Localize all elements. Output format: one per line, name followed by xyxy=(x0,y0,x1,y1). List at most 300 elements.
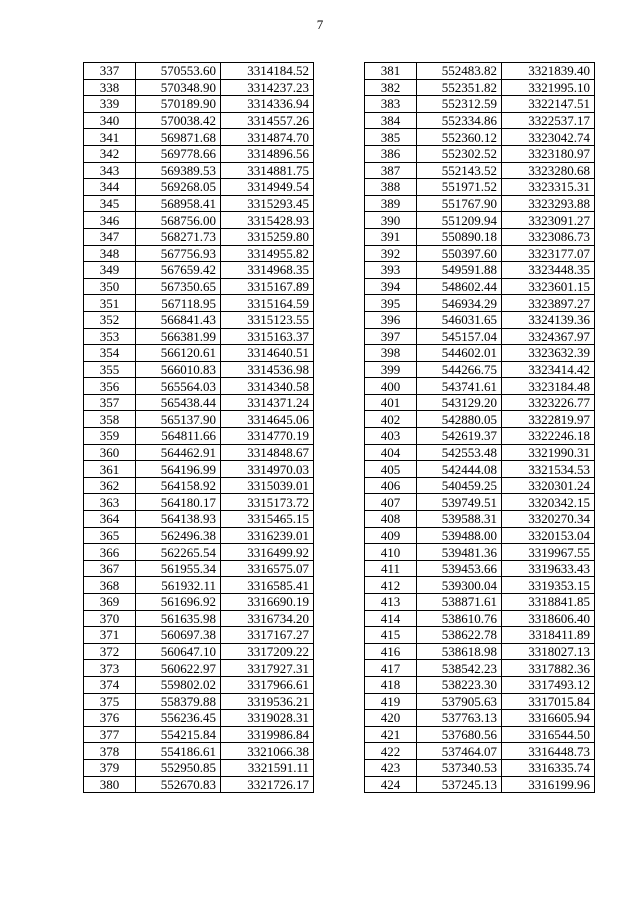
x-coordinate-cell: 570189.90 xyxy=(136,96,221,113)
table-row xyxy=(365,295,595,312)
page-number: 7 xyxy=(316,17,324,32)
y-coordinate-cell: 3314970.03 xyxy=(221,461,314,478)
x-coordinate-cell: 561635.98 xyxy=(136,610,221,627)
y-coordinate-cell: 3317927.31 xyxy=(221,660,314,677)
point-number-cell: 367 xyxy=(84,560,136,577)
table-row xyxy=(84,145,314,162)
table-row xyxy=(365,179,595,196)
y-coordinate-cell: 3320301.24 xyxy=(502,477,595,494)
point-number-cell: 405 xyxy=(365,461,417,478)
y-coordinate-cell: 3321995.10 xyxy=(502,79,595,96)
point-number-cell: 388 xyxy=(365,179,417,196)
x-coordinate-cell: 537680.56 xyxy=(417,726,502,743)
x-coordinate-cell: 550397.60 xyxy=(417,245,502,262)
y-coordinate-cell: 3323632.39 xyxy=(502,345,595,362)
point-number-cell: 343 xyxy=(84,162,136,179)
y-coordinate-cell: 3314881.75 xyxy=(221,162,314,179)
point-number-cell: 386 xyxy=(365,145,417,162)
y-coordinate-cell: 3319028.31 xyxy=(221,710,314,727)
point-number-cell: 351 xyxy=(84,295,136,312)
table-row xyxy=(365,660,595,677)
table-row xyxy=(365,278,595,295)
point-number-cell: 337 xyxy=(84,63,136,80)
x-coordinate-cell: 549591.88 xyxy=(417,262,502,279)
y-coordinate-cell: 3315465.15 xyxy=(221,511,314,528)
y-coordinate-cell: 3314336.94 xyxy=(221,96,314,113)
point-number-cell: 394 xyxy=(365,278,417,295)
x-coordinate-cell: 558379.88 xyxy=(136,693,221,710)
table-row xyxy=(365,693,595,710)
x-coordinate-cell: 538223.30 xyxy=(417,676,502,693)
x-coordinate-cell: 544602.01 xyxy=(417,345,502,362)
point-number-cell: 352 xyxy=(84,311,136,328)
point-number-cell: 412 xyxy=(365,577,417,594)
point-number-cell: 354 xyxy=(84,345,136,362)
point-number-cell: 342 xyxy=(84,145,136,162)
y-coordinate-cell: 3320153.04 xyxy=(502,527,595,544)
y-coordinate-cell: 3315293.45 xyxy=(221,195,314,212)
table-row xyxy=(365,162,595,179)
x-coordinate-cell: 552360.12 xyxy=(417,129,502,146)
table-row xyxy=(365,610,595,627)
x-coordinate-cell: 543129.20 xyxy=(417,394,502,411)
x-coordinate-cell: 538622.78 xyxy=(417,627,502,644)
x-coordinate-cell: 569389.53 xyxy=(136,162,221,179)
table-row xyxy=(365,776,595,793)
point-number-cell: 402 xyxy=(365,411,417,428)
x-coordinate-cell: 552302.52 xyxy=(417,145,502,162)
y-coordinate-cell: 3314184.52 xyxy=(221,63,314,80)
x-coordinate-cell: 539481.36 xyxy=(417,544,502,561)
x-coordinate-cell: 544266.75 xyxy=(417,361,502,378)
point-number-cell: 385 xyxy=(365,129,417,146)
x-coordinate-cell: 539488.00 xyxy=(417,527,502,544)
x-coordinate-cell: 543741.61 xyxy=(417,378,502,395)
y-coordinate-cell: 3318841.85 xyxy=(502,594,595,611)
point-number-cell: 374 xyxy=(84,676,136,693)
point-number-cell: 395 xyxy=(365,295,417,312)
x-coordinate-cell: 546031.65 xyxy=(417,311,502,328)
point-number-cell: 384 xyxy=(365,112,417,129)
x-coordinate-cell: 569871.68 xyxy=(136,129,221,146)
y-coordinate-cell: 3323086.73 xyxy=(502,228,595,245)
table-row xyxy=(84,726,314,743)
x-coordinate-cell: 546934.29 xyxy=(417,295,502,312)
x-coordinate-cell: 537340.53 xyxy=(417,759,502,776)
point-number-cell: 414 xyxy=(365,610,417,627)
y-coordinate-cell: 3316239.01 xyxy=(221,527,314,544)
x-coordinate-cell: 560622.97 xyxy=(136,660,221,677)
table-row xyxy=(84,96,314,113)
x-coordinate-cell: 568958.41 xyxy=(136,195,221,212)
x-coordinate-cell: 542444.08 xyxy=(417,461,502,478)
point-number-cell: 363 xyxy=(84,494,136,511)
table-row xyxy=(365,129,595,146)
point-number-cell: 356 xyxy=(84,378,136,395)
x-coordinate-cell: 539749.51 xyxy=(417,494,502,511)
point-number-cell: 381 xyxy=(365,63,417,80)
y-coordinate-cell: 3323293.88 xyxy=(502,195,595,212)
table-row xyxy=(84,295,314,312)
y-coordinate-cell: 3323226.77 xyxy=(502,394,595,411)
table-row xyxy=(84,759,314,776)
point-number-cell: 361 xyxy=(84,461,136,478)
point-number-cell: 393 xyxy=(365,262,417,279)
y-coordinate-cell: 3318411.89 xyxy=(502,627,595,644)
y-coordinate-cell: 3323280.68 xyxy=(502,162,595,179)
x-coordinate-cell: 556236.45 xyxy=(136,710,221,727)
table-row xyxy=(365,96,595,113)
y-coordinate-cell: 3317209.22 xyxy=(221,643,314,660)
y-coordinate-cell: 3316448.73 xyxy=(502,743,595,760)
table-row xyxy=(84,627,314,644)
x-coordinate-cell: 551209.94 xyxy=(417,212,502,229)
point-number-cell: 396 xyxy=(365,311,417,328)
table-row xyxy=(365,511,595,528)
point-number-cell: 373 xyxy=(84,660,136,677)
table-row xyxy=(84,477,314,494)
point-number-cell: 409 xyxy=(365,527,417,544)
point-number-cell: 415 xyxy=(365,627,417,644)
y-coordinate-cell: 3314645.06 xyxy=(221,411,314,428)
y-coordinate-cell: 3319633.43 xyxy=(502,560,595,577)
y-coordinate-cell: 3323601.15 xyxy=(502,278,595,295)
point-number-cell: 380 xyxy=(84,776,136,793)
x-coordinate-cell: 565438.44 xyxy=(136,394,221,411)
table-row xyxy=(84,776,314,793)
x-coordinate-cell: 561955.34 xyxy=(136,560,221,577)
point-number-cell: 360 xyxy=(84,444,136,461)
x-coordinate-cell: 562265.54 xyxy=(136,544,221,561)
y-coordinate-cell: 3323180.97 xyxy=(502,145,595,162)
table-row xyxy=(84,63,314,80)
y-coordinate-cell: 3317015.84 xyxy=(502,693,595,710)
y-coordinate-cell: 3314874.70 xyxy=(221,129,314,146)
point-number-cell: 357 xyxy=(84,394,136,411)
y-coordinate-cell: 3315039.01 xyxy=(221,477,314,494)
table-row xyxy=(365,726,595,743)
x-coordinate-cell: 538542.23 xyxy=(417,660,502,677)
x-coordinate-cell: 567350.65 xyxy=(136,278,221,295)
y-coordinate-cell: 3315164.59 xyxy=(221,295,314,312)
table-row xyxy=(365,145,595,162)
x-coordinate-cell: 538610.76 xyxy=(417,610,502,627)
point-number-cell: 355 xyxy=(84,361,136,378)
point-number-cell: 358 xyxy=(84,411,136,428)
table-row xyxy=(84,527,314,544)
point-number-cell: 407 xyxy=(365,494,417,511)
y-coordinate-cell: 3320342.15 xyxy=(502,494,595,511)
point-number-cell: 366 xyxy=(84,544,136,561)
point-number-cell: 350 xyxy=(84,278,136,295)
table-row xyxy=(365,345,595,362)
point-number-cell: 397 xyxy=(365,328,417,345)
point-number-cell: 417 xyxy=(365,660,417,677)
table-row xyxy=(365,79,595,96)
y-coordinate-cell: 3323042.74 xyxy=(502,129,595,146)
x-coordinate-cell: 561696.92 xyxy=(136,594,221,611)
y-coordinate-cell: 3319536.21 xyxy=(221,693,314,710)
y-coordinate-cell: 3321726.17 xyxy=(221,776,314,793)
table-row xyxy=(84,643,314,660)
y-coordinate-cell: 3315167.89 xyxy=(221,278,314,295)
point-number-cell: 404 xyxy=(365,444,417,461)
y-coordinate-cell: 3323897.27 xyxy=(502,295,595,312)
point-number-cell: 411 xyxy=(365,560,417,577)
x-coordinate-cell: 570553.60 xyxy=(136,63,221,80)
x-coordinate-cell: 566381.99 xyxy=(136,328,221,345)
table-row xyxy=(84,112,314,129)
point-number-cell: 424 xyxy=(365,776,417,793)
table-row xyxy=(84,494,314,511)
y-coordinate-cell: 3314371.24 xyxy=(221,394,314,411)
x-coordinate-cell: 566010.83 xyxy=(136,361,221,378)
table-row xyxy=(365,759,595,776)
point-number-cell: 344 xyxy=(84,179,136,196)
y-coordinate-cell: 3322819.97 xyxy=(502,411,595,428)
table-row xyxy=(365,560,595,577)
y-coordinate-cell: 3316585.41 xyxy=(221,577,314,594)
point-number-cell: 376 xyxy=(84,710,136,727)
y-coordinate-cell: 3316575.07 xyxy=(221,560,314,577)
point-number-cell: 339 xyxy=(84,96,136,113)
point-number-cell: 341 xyxy=(84,129,136,146)
x-coordinate-cell: 564462.91 xyxy=(136,444,221,461)
y-coordinate-cell: 3316199.96 xyxy=(502,776,595,793)
x-coordinate-cell: 552312.59 xyxy=(417,96,502,113)
x-coordinate-cell: 560647.10 xyxy=(136,643,221,660)
point-number-cell: 378 xyxy=(84,743,136,760)
point-number-cell: 400 xyxy=(365,378,417,395)
y-coordinate-cell: 3323091.27 xyxy=(502,212,595,229)
table-row xyxy=(365,594,595,611)
x-coordinate-cell: 564180.17 xyxy=(136,494,221,511)
y-coordinate-cell: 3314640.51 xyxy=(221,345,314,362)
y-coordinate-cell: 3314340.58 xyxy=(221,378,314,395)
x-coordinate-cell: 552351.82 xyxy=(417,79,502,96)
table-row xyxy=(365,361,595,378)
x-coordinate-cell: 542619.37 xyxy=(417,428,502,445)
point-number-cell: 399 xyxy=(365,361,417,378)
x-coordinate-cell: 538871.61 xyxy=(417,594,502,611)
x-coordinate-cell: 538618.98 xyxy=(417,643,502,660)
x-coordinate-cell: 567756.93 xyxy=(136,245,221,262)
y-coordinate-cell: 3321534.53 xyxy=(502,461,595,478)
table-row xyxy=(84,594,314,611)
y-coordinate-cell: 3317493.12 xyxy=(502,676,595,693)
point-number-cell: 410 xyxy=(365,544,417,561)
x-coordinate-cell: 566120.61 xyxy=(136,345,221,362)
y-coordinate-cell: 3316734.20 xyxy=(221,610,314,627)
table-row xyxy=(84,610,314,627)
x-coordinate-cell: 545157.04 xyxy=(417,328,502,345)
y-coordinate-cell: 3314237.23 xyxy=(221,79,314,96)
y-coordinate-cell: 3318027.13 xyxy=(502,643,595,660)
x-coordinate-cell: 569268.05 xyxy=(136,179,221,196)
y-coordinate-cell: 3323315.31 xyxy=(502,179,595,196)
x-coordinate-cell: 537245.13 xyxy=(417,776,502,793)
x-coordinate-cell: 564158.92 xyxy=(136,477,221,494)
y-coordinate-cell: 3323414.42 xyxy=(502,361,595,378)
x-coordinate-cell: 548602.44 xyxy=(417,278,502,295)
y-coordinate-cell: 3315173.72 xyxy=(221,494,314,511)
y-coordinate-cell: 3314968.35 xyxy=(221,262,314,279)
table-row xyxy=(84,511,314,528)
point-number-cell: 370 xyxy=(84,610,136,627)
x-coordinate-cell: 537905.63 xyxy=(417,693,502,710)
table-row xyxy=(84,544,314,561)
table-row xyxy=(84,361,314,378)
y-coordinate-cell: 3314955.82 xyxy=(221,245,314,262)
point-number-cell: 408 xyxy=(365,511,417,528)
x-coordinate-cell: 552950.85 xyxy=(136,759,221,776)
y-coordinate-cell: 3314557.26 xyxy=(221,112,314,129)
point-number-cell: 389 xyxy=(365,195,417,212)
table-row xyxy=(365,262,595,279)
table-row xyxy=(365,527,595,544)
point-number-cell: 338 xyxy=(84,79,136,96)
x-coordinate-cell: 562496.38 xyxy=(136,527,221,544)
x-coordinate-cell: 539300.04 xyxy=(417,577,502,594)
point-number-cell: 422 xyxy=(365,743,417,760)
table-row xyxy=(365,743,595,760)
x-coordinate-cell: 542553.48 xyxy=(417,444,502,461)
table-row xyxy=(84,411,314,428)
x-coordinate-cell: 566841.43 xyxy=(136,311,221,328)
table-row xyxy=(84,660,314,677)
y-coordinate-cell: 3324367.97 xyxy=(502,328,595,345)
y-coordinate-cell: 3322246.18 xyxy=(502,428,595,445)
y-coordinate-cell: 3319967.55 xyxy=(502,544,595,561)
point-number-cell: 416 xyxy=(365,643,417,660)
y-coordinate-cell: 3315259.80 xyxy=(221,228,314,245)
x-coordinate-cell: 559802.02 xyxy=(136,676,221,693)
point-number-cell: 340 xyxy=(84,112,136,129)
point-number-cell: 387 xyxy=(365,162,417,179)
table-row xyxy=(84,560,314,577)
point-number-cell: 391 xyxy=(365,228,417,245)
x-coordinate-cell: 564811.66 xyxy=(136,428,221,445)
point-number-cell: 368 xyxy=(84,577,136,594)
table-row xyxy=(84,428,314,445)
x-coordinate-cell: 567659.42 xyxy=(136,262,221,279)
table-row xyxy=(365,477,595,494)
table-row xyxy=(84,328,314,345)
x-coordinate-cell: 567118.95 xyxy=(136,295,221,312)
y-coordinate-cell: 3314770.19 xyxy=(221,428,314,445)
x-coordinate-cell: 554186.61 xyxy=(136,743,221,760)
table-row xyxy=(365,411,595,428)
table-row xyxy=(365,494,595,511)
table-row xyxy=(365,245,595,262)
x-coordinate-cell: 552483.82 xyxy=(417,63,502,80)
y-coordinate-cell: 3314848.67 xyxy=(221,444,314,461)
table-row xyxy=(365,676,595,693)
y-coordinate-cell: 3320270.34 xyxy=(502,511,595,528)
point-number-cell: 345 xyxy=(84,195,136,212)
table-row xyxy=(365,710,595,727)
y-coordinate-cell: 3317966.61 xyxy=(221,676,314,693)
y-coordinate-cell: 3321066.38 xyxy=(221,743,314,760)
point-number-cell: 362 xyxy=(84,477,136,494)
y-coordinate-cell: 3315163.37 xyxy=(221,328,314,345)
y-coordinate-cell: 3316335.74 xyxy=(502,759,595,776)
table-row xyxy=(84,461,314,478)
table-row xyxy=(365,112,595,129)
table-row xyxy=(365,195,595,212)
point-number-cell: 359 xyxy=(84,428,136,445)
x-coordinate-cell: 539588.31 xyxy=(417,511,502,528)
y-coordinate-cell: 3315428.93 xyxy=(221,212,314,229)
table-row xyxy=(84,262,314,279)
table-row xyxy=(84,345,314,362)
y-coordinate-cell: 3314949.54 xyxy=(221,179,314,196)
point-number-cell: 421 xyxy=(365,726,417,743)
x-coordinate-cell: 551971.52 xyxy=(417,179,502,196)
table-row xyxy=(84,378,314,395)
table-row xyxy=(365,643,595,660)
point-number-cell: 375 xyxy=(84,693,136,710)
point-number-cell: 348 xyxy=(84,245,136,262)
y-coordinate-cell: 3314536.98 xyxy=(221,361,314,378)
point-number-cell: 377 xyxy=(84,726,136,743)
table-row xyxy=(365,311,595,328)
table-row xyxy=(84,195,314,212)
table-row xyxy=(365,444,595,461)
table-row xyxy=(84,710,314,727)
table-row xyxy=(84,129,314,146)
table-row xyxy=(84,676,314,693)
table-row xyxy=(365,63,595,80)
coordinates-table-left xyxy=(83,62,314,793)
point-number-cell: 390 xyxy=(365,212,417,229)
table-row xyxy=(84,577,314,594)
y-coordinate-cell: 3321591.11 xyxy=(221,759,314,776)
x-coordinate-cell: 568271.73 xyxy=(136,228,221,245)
table-row xyxy=(365,212,595,229)
x-coordinate-cell: 552670.83 xyxy=(136,776,221,793)
table-row xyxy=(84,79,314,96)
point-number-cell: 365 xyxy=(84,527,136,544)
point-number-cell: 364 xyxy=(84,511,136,528)
x-coordinate-cell: 551767.90 xyxy=(417,195,502,212)
point-number-cell: 423 xyxy=(365,759,417,776)
x-coordinate-cell: 565137.90 xyxy=(136,411,221,428)
table-row xyxy=(84,228,314,245)
point-number-cell: 398 xyxy=(365,345,417,362)
y-coordinate-cell: 3316499.92 xyxy=(221,544,314,561)
y-coordinate-cell: 3321839.40 xyxy=(502,63,595,80)
point-number-cell: 401 xyxy=(365,394,417,411)
table-row xyxy=(84,394,314,411)
point-number-cell: 420 xyxy=(365,710,417,727)
x-coordinate-cell: 539453.66 xyxy=(417,560,502,577)
point-number-cell: 369 xyxy=(84,594,136,611)
y-coordinate-cell: 3319986.84 xyxy=(221,726,314,743)
y-coordinate-cell: 3323448.35 xyxy=(502,262,595,279)
x-coordinate-cell: 568756.00 xyxy=(136,212,221,229)
table-row xyxy=(365,461,595,478)
x-coordinate-cell: 561932.11 xyxy=(136,577,221,594)
y-coordinate-cell: 3319353.15 xyxy=(502,577,595,594)
y-coordinate-cell: 3315123.55 xyxy=(221,311,314,328)
table-row xyxy=(84,311,314,328)
y-coordinate-cell: 3321990.31 xyxy=(502,444,595,461)
point-number-cell: 383 xyxy=(365,96,417,113)
table-row xyxy=(84,693,314,710)
point-number-cell: 419 xyxy=(365,693,417,710)
point-number-cell: 413 xyxy=(365,594,417,611)
